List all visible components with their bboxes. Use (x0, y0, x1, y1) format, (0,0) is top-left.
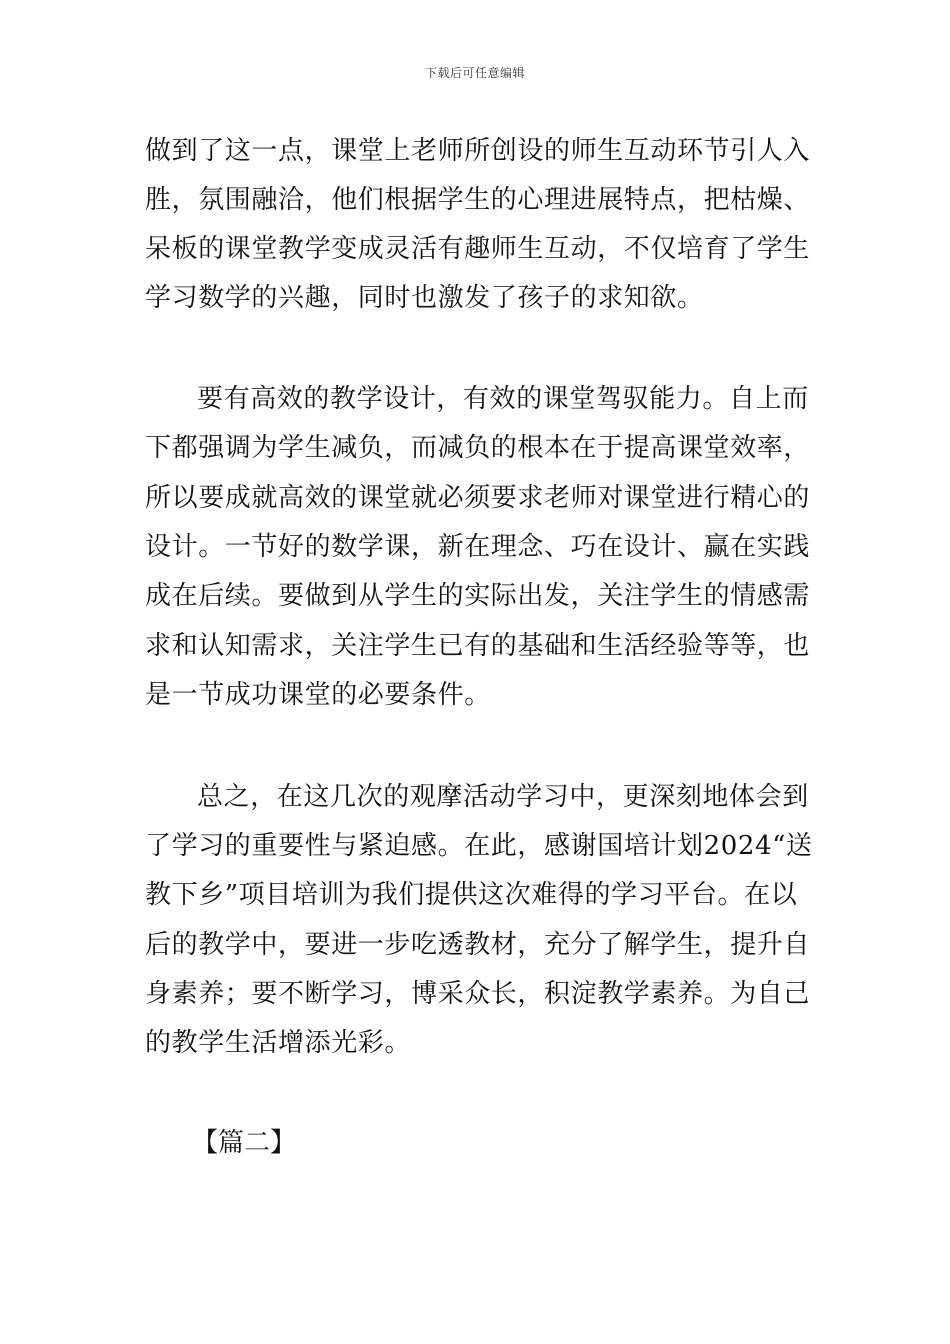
paragraph-line: 设计。一节好的数学课，新在理念、巧在设计、赢在实践 (145, 532, 811, 562)
paragraph-line: 身素养；要不断学习，博采众长，积淀教学素养。为自己 (145, 979, 811, 1009)
paragraph-line: 总之，在这几次的观摩活动学习中，更深刻地体会到 (197, 782, 809, 812)
paragraph-line: 后的教学中，要进一步吃透教材，充分了解学生，提升自 (145, 930, 811, 960)
paragraph-line: 下都强调为学生减负，而减负的根本在于提高课堂效率， (145, 433, 811, 463)
section-heading: 【篇二】 (192, 1128, 297, 1158)
paragraph-line: 呆板的课堂教学变成灵活有趣师生互动，不仅培育了学生 (145, 234, 811, 264)
paragraph-line: 了学习的重要性与紧迫感。在此，感谢国培计划2024“送 (145, 831, 813, 861)
paragraph-line: 学习数学的兴趣，同时也激发了孩子的求知欲。 (145, 283, 704, 313)
paragraph-line: 的教学生活增添光彩。 (145, 1028, 412, 1058)
paragraph-line: 求和认知需求，关注学生已有的基础和生活经验等等，也 (145, 631, 811, 661)
page-header: 下载后可任意编辑 (424, 66, 525, 80)
paragraph-line: 做到了这一点，课堂上老师所创设的师生互动环节引人入 (145, 136, 811, 166)
paragraph-line: 胜，氛围融洽，他们根据学生的心理进展特点，把枯燥、 (145, 185, 811, 215)
paragraph-line: 教下乡”项目培训为我们提供这次难得的学习平台。在以 (145, 880, 798, 910)
paragraph-line: 成在后续。要做到从学生的实际出发，关注学生的情感需 (145, 581, 811, 611)
paragraph-line: 要有高效的教学设计，有效的课堂驾驭能力。自上而 (197, 384, 809, 414)
paragraph-line: 所以要成就高效的课堂就必须要求老师对课堂进行精心的 (145, 483, 811, 513)
paragraph-line: 是一节成功课堂的必要条件。 (145, 680, 491, 710)
